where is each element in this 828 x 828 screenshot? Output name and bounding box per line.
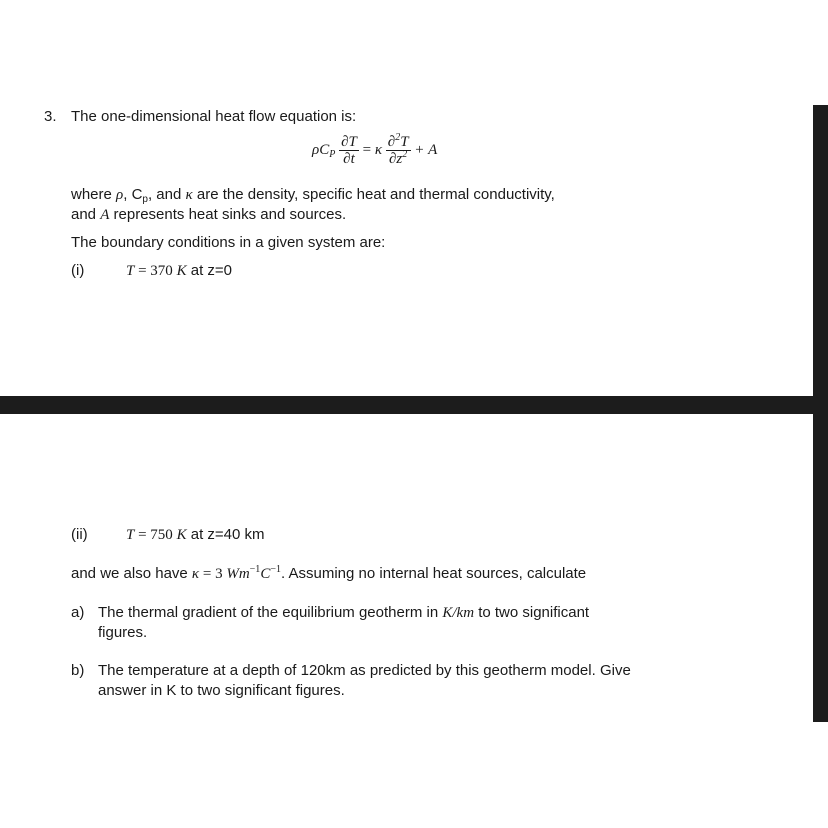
eq-dz: ∂z bbox=[389, 151, 403, 167]
eq-equals: = bbox=[362, 141, 372, 158]
eq-dT: ∂T bbox=[341, 134, 357, 150]
A-symbol: A bbox=[100, 207, 110, 223]
bc1-value: = 370 bbox=[134, 263, 177, 279]
bc2-condition bbox=[126, 526, 265, 544]
part-b-line-2: answer in K to two significant figures. bbox=[98, 682, 345, 699]
eq-d2-sup: 2 bbox=[395, 132, 401, 143]
part-a-label: a) bbox=[71, 604, 85, 621]
bc1-condition bbox=[126, 262, 232, 280]
bc2-T: T bbox=[126, 527, 135, 543]
where-line-2 bbox=[71, 206, 346, 224]
kappa-value-line bbox=[71, 565, 586, 583]
question-number: 3. bbox=[44, 108, 57, 125]
eq-plus-A: + A bbox=[414, 141, 438, 158]
part-b-label: b) bbox=[71, 662, 85, 679]
page-divider-bar bbox=[0, 396, 828, 414]
where-word: where bbox=[71, 186, 117, 203]
also-text: and we also have bbox=[71, 565, 192, 582]
bc2-text: at z=40 km bbox=[186, 526, 265, 543]
part-a-text-a: The thermal gradient of the equilibrium geotherm in bbox=[98, 604, 443, 621]
also-C: C bbox=[260, 566, 271, 582]
bc1-unit: K bbox=[176, 263, 187, 279]
bc1-text: at z=0 bbox=[186, 262, 233, 279]
eq-kappa: κ bbox=[374, 141, 383, 158]
eq-d2-T: T bbox=[400, 134, 409, 150]
bc1-label: (i) bbox=[71, 262, 85, 279]
part-a-text-b: to two significant bbox=[474, 604, 590, 621]
where-line-1 bbox=[71, 186, 555, 204]
bc2-unit: K bbox=[176, 527, 187, 543]
eq-rho-c: ρC bbox=[312, 141, 330, 158]
also-sup1: −1 bbox=[249, 564, 261, 575]
where-rest: are the density, specific heat and thermal conductivity, bbox=[192, 186, 555, 203]
also-rest: . Assuming no internal heat sources, calculate bbox=[280, 565, 587, 582]
part-a-unit: K/km bbox=[442, 605, 475, 621]
eq-time-derivative bbox=[339, 134, 359, 167]
where-and: , and bbox=[147, 186, 186, 203]
part-a-line-1 bbox=[98, 604, 589, 622]
part-b-line-1: The temperature at a depth of 120km as predicted by this geotherm model. Give bbox=[98, 662, 631, 679]
where2-b: represents heat sinks and sources. bbox=[109, 206, 347, 223]
eq-d2-part: ∂ bbox=[387, 134, 396, 150]
eq-dt: ∂t bbox=[339, 150, 359, 167]
also-eq: = 3 bbox=[199, 566, 227, 582]
bc2-label: (ii) bbox=[71, 526, 88, 543]
also-sup2: −1 bbox=[270, 564, 281, 575]
kappa-symbol: κ bbox=[185, 187, 193, 203]
eq-second-derivative bbox=[386, 134, 411, 167]
question-intro: The one-dimensional heat flow equation is: bbox=[71, 108, 357, 125]
rho-symbol: ρ bbox=[116, 187, 124, 203]
bc1-T: T bbox=[126, 263, 135, 279]
boundary-intro: The boundary conditions in a given system are: bbox=[71, 234, 386, 251]
where2-a: and bbox=[71, 206, 101, 223]
eq-dz-sup: 2 bbox=[402, 149, 408, 160]
eq-cp-sub: P bbox=[329, 148, 336, 160]
cp-sub: p bbox=[142, 194, 148, 205]
also-Wm: Wm bbox=[226, 566, 250, 582]
heat-equation bbox=[312, 134, 437, 167]
cp-symbol: , C bbox=[123, 186, 143, 203]
bc2-value: = 750 bbox=[134, 527, 177, 543]
also-kappa: κ bbox=[191, 566, 200, 582]
part-a-line-2: figures. bbox=[98, 624, 148, 641]
